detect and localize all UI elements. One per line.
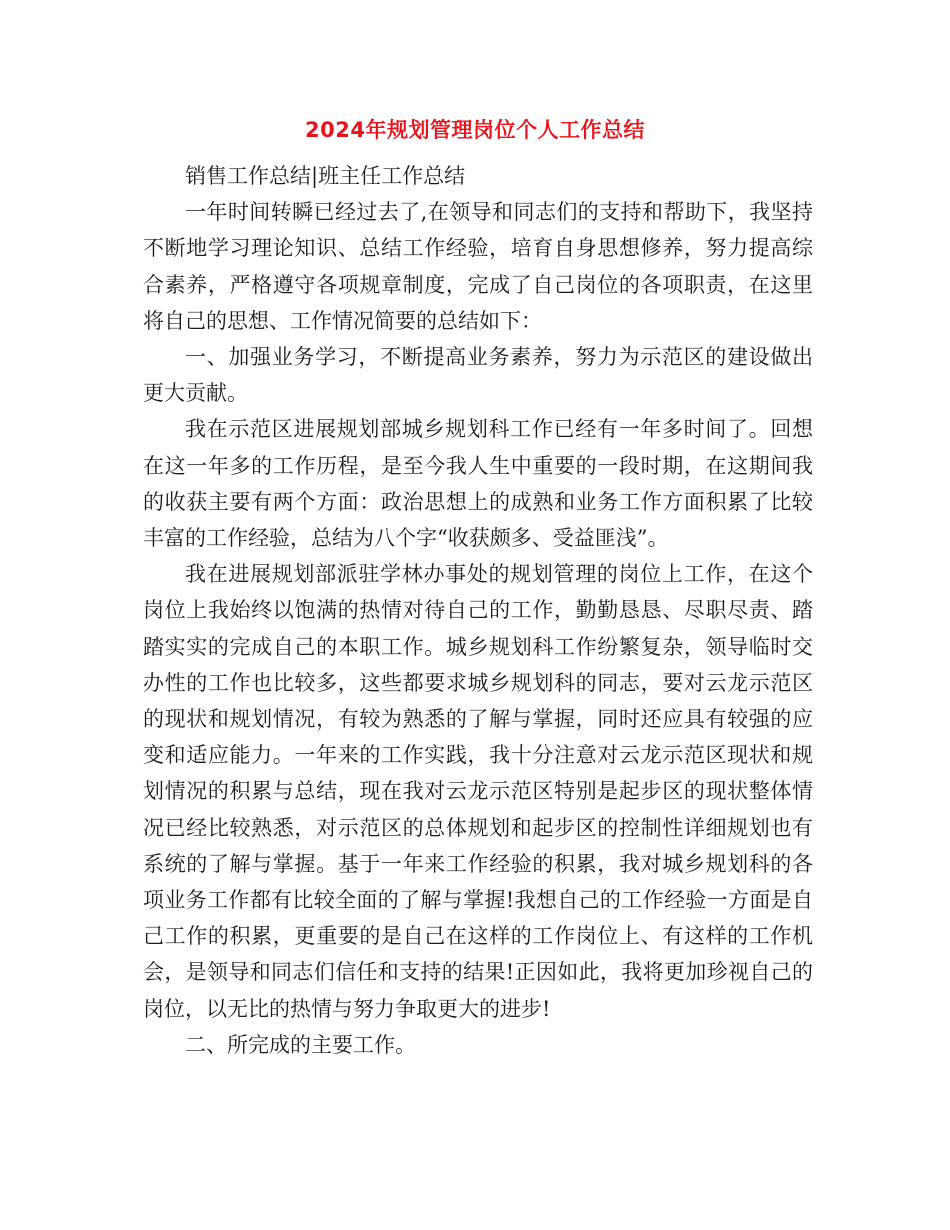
document-title: 2024年规划管理岗位个人工作总结 xyxy=(305,118,645,142)
paragraph-intro: 一年时间转瞬已经过去了,在领导和同志们的支持和帮助下，我坚持不断地学习理论知识、总结工作经验，培育自身思想修养，努力提高综合素养，严格遵守各项规章制度，完成了自己岗位的各项职责，在这里将自己的思想、工作情况简要的总结如下： xyxy=(143,200,813,333)
document-body xyxy=(143,158,813,1063)
paragraph-experience: 我在示范区进展规划部城乡规划科工作已经有一年多时间了。回想在这一年多的工作历程，是至今我人生中重要的一段时期，在这期间我的收获主要有两个方面：政治思想上的成熟和业务工作方面积累了比较丰富的工作经验，总结为八个字“收获颇多、受益匪浅”。 xyxy=(143,417,813,551)
paragraph-heading-2: 二、所完成的主要工作。 xyxy=(185,1032,416,1057)
paragraph-work-details: 我在进展规划部派驻学林办事处的规划管理的岗位上工作，在这个岗位上我始终以饱满的热情对待自己的工作，勤勤恳恳、尽职尽责、踏踏实实的完成自己的本职工作。城乡规划科工作纷繁复杂，领导临时交办性的工作也比较多，这些都要求城乡规划科的同志，要对云龙示范区的现状和规划情况，有较为熟悉的了解与掌握，同时还应具有较强的应变和适应能力。一年来的工作实践，我十分注意对云龙示范区现状和规划情况的积累与总结，现在我对云龙示范区特别是起步区的现状整体情况已经比较熟悉，对示范区的总体规划和起步区的控制性详细规划也有系统的了解与掌握。基于一年来工作经验的积累，我对城乡规划科的各项业务工作都有比较全面的了解与掌握!我想自己的工作经验一方面是自己工作的积累，更重要的是自己在这样的工作岗位上、有这样的工作机会，是领导和同志们信任和支持的结果!正因如此，我将更加珍视自己的岗位，以无比的热情与努力争取更大的进步! xyxy=(143,562,813,1021)
paragraph-heading-1: 一、加强业务学习，不断提高业务素养，努力为示范区的建设做出更大贡献。 xyxy=(143,345,813,406)
document-subtitle: 销售工作总结|班主任工作总结 xyxy=(185,164,466,188)
